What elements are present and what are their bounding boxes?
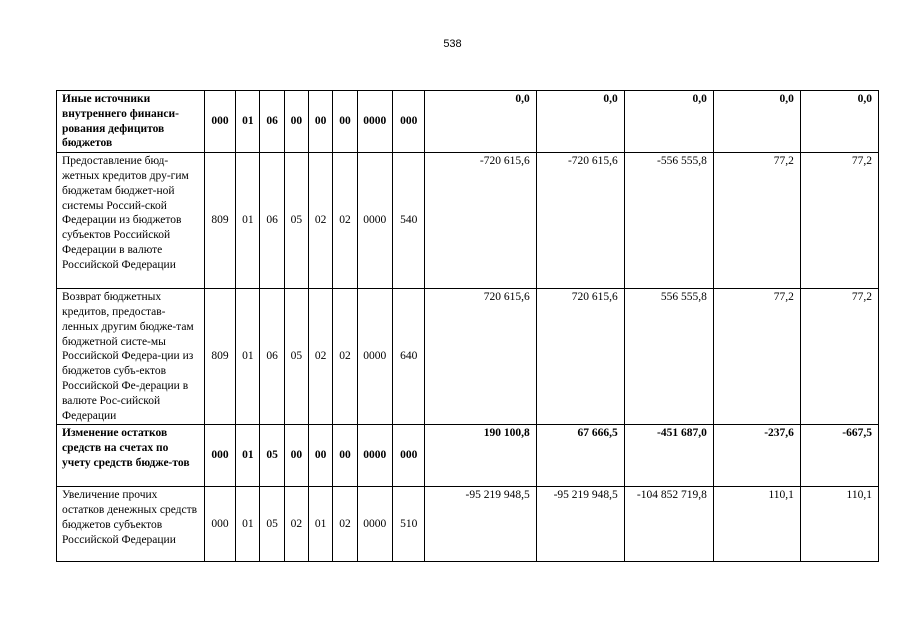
code-subarticle: 02 [309,153,333,289]
row-name: Возврат бюджетных кредитов, предостав-ленных другим бюдже-там бюджетной систе-мы Российской Федера-ции из бюджетов субъ-ектов Российской Фе-дерации в валюте Рос-сийской Федерации [57,289,205,425]
code-program: 0000 [357,487,392,562]
code-element: 02 [333,487,357,562]
code-classification: 000 [393,91,425,153]
table-row [57,487,879,562]
value-cell: -95 219 948,5 [536,487,624,562]
code-subarticle: 00 [309,425,333,487]
code-admin: 000 [204,487,235,562]
value-cell: 110,1 [713,487,800,562]
code-program: 0000 [357,289,392,425]
code-element: 00 [333,425,357,487]
value-cell: 720 615,6 [425,289,536,425]
code-element: 02 [333,289,357,425]
table-row [57,425,879,487]
value-cell: 720 615,6 [536,289,624,425]
value-cell: -720 615,6 [425,153,536,289]
row-name: Изменение остатков средств на счетах по учету средств бюдже-тов [57,425,205,487]
code-article: 05 [284,289,308,425]
value-cell: 77,2 [713,153,800,289]
code-classification: 640 [393,289,425,425]
value-cell: -104 852 719,8 [624,487,713,562]
value-cell: -451 687,0 [624,425,713,487]
value-cell: -237,6 [713,425,800,487]
value-cell: -556 555,8 [624,153,713,289]
code-classification: 000 [393,425,425,487]
code-subgroup: 05 [260,487,284,562]
value-cell: 190 100,8 [425,425,536,487]
value-cell: 556 555,8 [624,289,713,425]
value-cell: -667,5 [800,425,878,487]
code-group: 01 [236,487,260,562]
table-row [57,153,879,289]
page-number: 538 [443,38,462,50]
code-program: 0000 [357,153,392,289]
code-admin: 809 [204,153,235,289]
value-cell: -720 615,6 [536,153,624,289]
value-cell: 77,2 [800,289,878,425]
code-classification: 510 [393,487,425,562]
code-group: 01 [236,91,260,153]
code-subgroup: 06 [260,91,284,153]
row-name: Предоставление бюд-жетных кредитов дру-гим бюджетам бюджет-ной системы Россий-ской Федерации из бюджетов субъектов Российской Федерации в валюте Российской Федерации [57,153,205,289]
value-cell: 110,1 [800,487,878,562]
code-admin: 000 [204,425,235,487]
code-element: 00 [333,91,357,153]
value-cell: 77,2 [800,153,878,289]
code-subarticle: 01 [309,487,333,562]
code-subgroup: 06 [260,289,284,425]
code-admin: 000 [204,91,235,153]
table-row [57,91,879,153]
code-subarticle: 00 [309,91,333,153]
code-article: 00 [284,91,308,153]
value-cell: 0,0 [624,91,713,153]
row-name: Увеличение прочих остатков денежных средств бюджетов субъектов Российской Федерации [57,487,205,562]
code-program: 0000 [357,91,392,153]
value-cell: 0,0 [425,91,536,153]
code-subgroup: 05 [260,425,284,487]
code-admin: 809 [204,289,235,425]
code-group: 01 [236,425,260,487]
code-article: 00 [284,425,308,487]
code-group: 01 [236,153,260,289]
value-cell: 0,0 [800,91,878,153]
value-cell: 0,0 [713,91,800,153]
code-article: 05 [284,153,308,289]
value-cell: 77,2 [713,289,800,425]
code-article: 02 [284,487,308,562]
code-subgroup: 06 [260,153,284,289]
row-name: Иные источники внутреннего финанси-рования дефицитов бюджетов [57,91,205,153]
code-subarticle: 02 [309,289,333,425]
code-classification: 540 [393,153,425,289]
value-cell: 0,0 [536,91,624,153]
code-element: 02 [333,153,357,289]
table-row [57,289,879,425]
code-group: 01 [236,289,260,425]
value-cell: 67 666,5 [536,425,624,487]
budget-sources-table [56,90,879,562]
code-program: 0000 [357,425,392,487]
value-cell: -95 219 948,5 [425,487,536,562]
